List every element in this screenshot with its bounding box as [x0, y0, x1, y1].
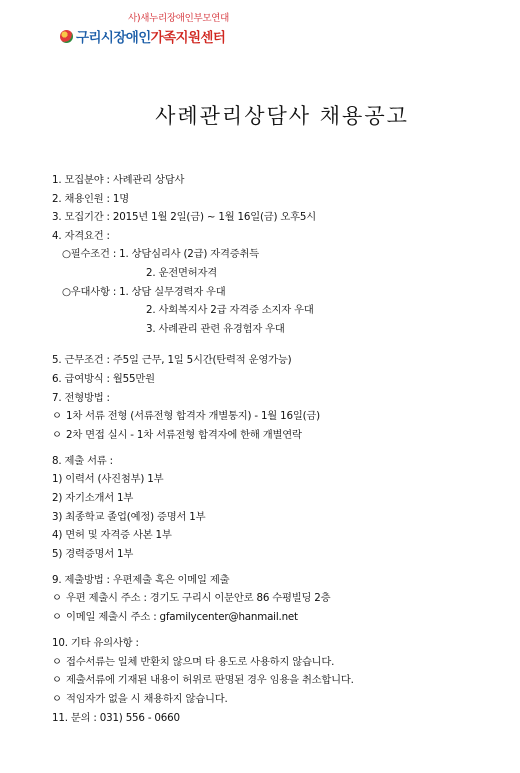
list-item — [52, 690, 512, 709]
selection-step-2: 2차 면접 실시 - 1차 서류전형 합격자에 한해 개별연락 — [66, 428, 302, 441]
list-item — [52, 653, 512, 672]
bullet-icon: ㅇ — [52, 692, 62, 705]
preferred-item-1: ○우대사항 : 1. 상담 실무경력자 우대 — [62, 285, 226, 298]
section-contact: 11. 문의 : 031) 556 - 0660 — [52, 711, 180, 724]
section-headcount: 2. 채용인원 : 1명 — [52, 192, 129, 205]
org-header — [60, 10, 260, 50]
required-item-1: ○필수조건 : 1. 상담심리사 (2급) 자격증취득 — [62, 248, 260, 261]
list-item — [52, 671, 512, 690]
section-submission-heading: 9. 제출방법 : 우편제출 혹은 이메일 제출 — [52, 573, 230, 586]
document-item-5: 5) 경력증명서 1부 — [52, 547, 134, 560]
preferred-item-3: 3. 사례관리 관련 유경험자 우대 — [146, 322, 285, 335]
section-work-condition: 5. 근무조건 : 주5일 근무, 1일 5시간(탄력적 운영가능) — [52, 354, 292, 367]
notice-body — [52, 171, 512, 727]
bullet-icon: ㅇ — [52, 611, 62, 624]
section-qualification-heading: 4. 자격요건 : — [52, 229, 110, 242]
email-address: 이메일 제출시 주소 : gfamilycenter@hanmail.net — [66, 611, 298, 624]
document-item-4: 4) 면허 및 자격증 사본 1부 — [52, 529, 172, 542]
document-item-1: 1) 이력서 (사진첨부) 1부 — [52, 473, 164, 486]
selection-step-1: 1차 서류 전형 (서류전형 합격자 개별통지) - 1월 16일(금) — [66, 410, 320, 423]
org-subtitle: 사)새누리장애인부모연대 — [128, 13, 230, 24]
required-item-2: 2. 운전면허자격 — [146, 266, 217, 279]
postal-address: 우편 제출시 주소 : 경기도 구리시 이문안로 86 수평빌딩 2층 — [66, 592, 331, 605]
note-item-1: 접수서류는 일체 반환치 않으며 타 용도로 사용하지 않습니다. — [66, 655, 335, 668]
list-item — [52, 407, 512, 426]
list-item — [52, 589, 512, 608]
bullet-icon: ㅇ — [52, 410, 62, 423]
section-salary: 6. 급여방식 : 월55만원 — [52, 372, 155, 385]
section-period: 3. 모집기간 : 2015년 1월 2일(금) ~ 1월 16일(금) 오후5시 — [52, 211, 317, 224]
note-item-2: 제출서류에 기재된 내용이 허위로 판명된 경우 임용을 취소합니다. — [66, 674, 354, 687]
list-item — [52, 608, 512, 627]
org-name-part-2: 가족지원센터 — [150, 30, 226, 46]
document-item-3: 3) 최종학교 졸업(예정) 증명서 1부 — [52, 510, 206, 523]
section-notes-heading: 10. 기타 유의사항 : — [52, 637, 139, 650]
logo-emblem-icon — [60, 30, 73, 43]
list-item — [52, 426, 512, 445]
page-title — [0, 100, 520, 130]
document-item-2: 2) 자기소개서 1부 — [52, 492, 134, 504]
section-documents-heading: 8. 제출 서류 : — [52, 454, 113, 467]
bullet-icon: ㅇ — [52, 674, 62, 687]
org-name-part-1: 구리시장애인 — [76, 30, 151, 46]
note-item-3: 적임자가 없을 시 채용하지 않습니다. — [66, 692, 228, 705]
page-title-text: 사례관리상담사 채용공고 — [155, 104, 409, 128]
preferred-item-2: 2. 사회복지사 2급 자격증 소지자 우대 — [146, 304, 314, 317]
org-logo — [60, 26, 225, 46]
bullet-icon: ㅇ — [52, 655, 62, 668]
section-recruit-field: 1. 모집분야 : 사례관리 상담사 — [52, 174, 185, 186]
section-selection-heading: 7. 전형방법 : — [52, 391, 110, 404]
bullet-icon: ㅇ — [52, 592, 62, 605]
bullet-icon: ㅇ — [52, 428, 62, 441]
